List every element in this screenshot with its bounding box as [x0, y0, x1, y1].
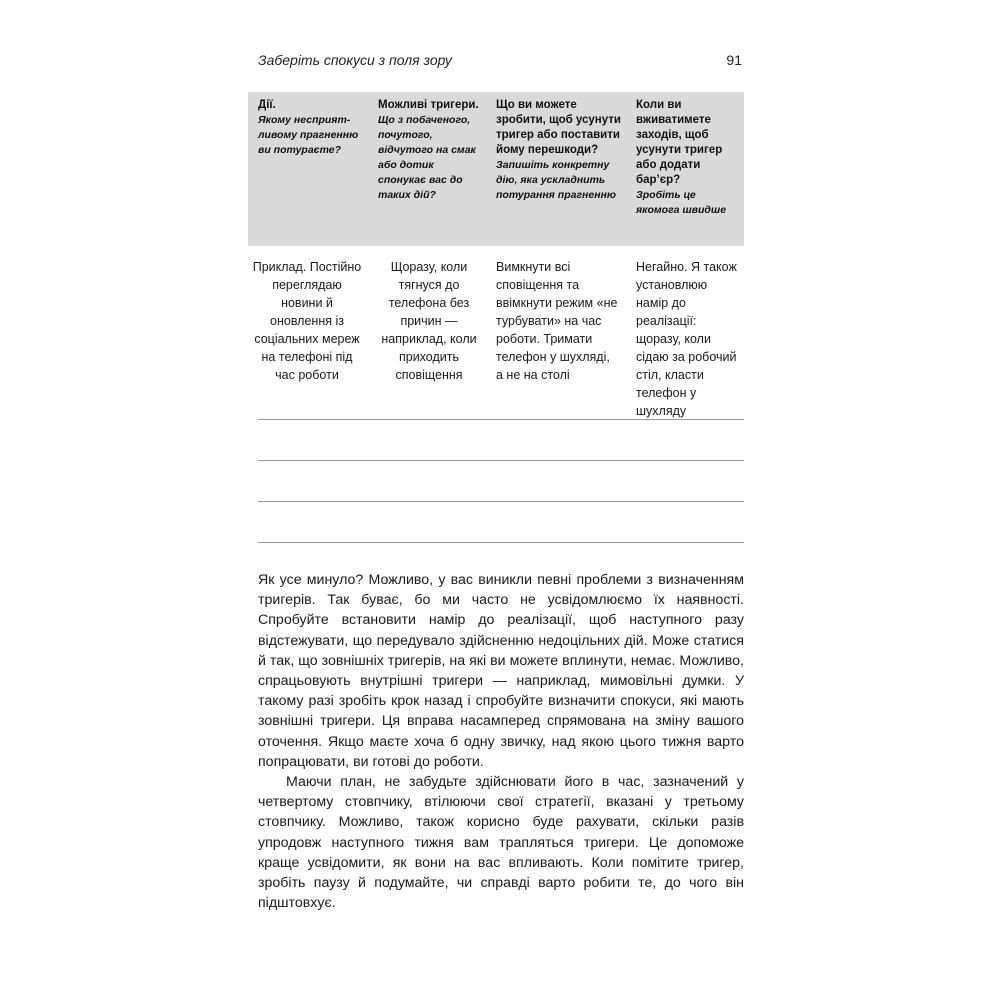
running-title: Заберіть спокуси з поля зору	[258, 52, 452, 68]
habit-worksheet-table	[248, 92, 744, 428]
column-title: Можливі тригери.	[378, 99, 479, 111]
column-title: Що ви можете зробити, щоб усунути тригер або поставити йому перешкоди?	[496, 99, 621, 156]
column-subtitle: Зробіть це якомога швидше	[636, 189, 727, 216]
blank-row-line	[258, 542, 744, 543]
example-cell-remove-trigger: Вимкнути всі сповіщення та ввімкнути режим «не турбувати» на час роботи. Тримати телефон у шухляді, а не на столі	[496, 260, 618, 382]
column-header-when	[626, 92, 744, 246]
column-header-remove-trigger	[486, 92, 626, 246]
page-header	[258, 52, 742, 80]
paragraph: Як усе минуло? Можливо, у вас виникли певні проблеми з визначенням тригерів. Так буває, бо ми часто не усвідомлюємо їх наявності. Спробуйте встановити намір до реалізації, щоб наступного разу відстежувати, що передувало здійсненню недоцільних дій. Може статися й так, що зовнішніх тригерів, на які ви можете вплинути, немає. Можливо, спрацьовують внутрішні тригери — наприклад, мимовільні думки. У такому разі зробіть крок назад і спробуйте визначити спокуси, які мають зовнішні тригери. Ця вправа насамперед спрямована на зміну вашого оточення. Якщо маєте хоча б одну звичку, над якою цього тижня варто попрацювати, ви готові до роботи.	[258, 572, 744, 770]
blank-row-line	[258, 501, 744, 502]
page-number: 91	[726, 52, 742, 68]
column-subtitle: Запишіть конкретну дію, яка ускладнить потурання прагненню	[496, 159, 616, 201]
blank-row-line	[258, 419, 744, 420]
column-header-triggers	[368, 92, 486, 246]
example-cell-triggers: Щоразу, коли тягнуся до телефона без причин — наприклад, коли приходить сповіщення	[381, 260, 477, 382]
column-title: Коли ви вживатимете заходів, щоб усунути тригер або додати бар’єр?	[636, 99, 723, 186]
column-subtitle: Що з побаченого, почутого, відчутого на смак або дотик спонукає вас до таких дій?	[378, 114, 476, 201]
blank-row-line	[258, 460, 744, 461]
body-text	[258, 570, 744, 913]
paragraph: Маючи план, не забудьте здійснювати його в час, зазначений у четвертому стовпчику, втілюючи свої стратегії, вказані у третьому стовпчику. Можливо, також корисно буде рахувати, скільки разів упродовж наступного тижня вам трапляться тригери. Це допоможе краще усвідомити, як вони на вас впливають. Коли помітите тригер, зробіть паузу й подумайте, чи справді варто робити те, до чого він підштовхує.	[258, 774, 744, 912]
column-header-actions	[248, 92, 368, 246]
table-header-row	[248, 92, 744, 246]
table-row	[248, 246, 744, 428]
example-cell-when: Негайно. Я також установлюю намір до реалізації: щоразу, коли сідаю за робочий стіл, класти телефон у шухляду	[636, 260, 737, 418]
example-cell-actions: Приклад. Постійно переглядаю новини й оновлення із соціальних мереж на телефоні під час роботи	[252, 260, 362, 382]
column-subtitle: Якому несприятливому прагненню ви потураєте?	[258, 114, 359, 156]
column-title: Дії.	[258, 99, 276, 111]
